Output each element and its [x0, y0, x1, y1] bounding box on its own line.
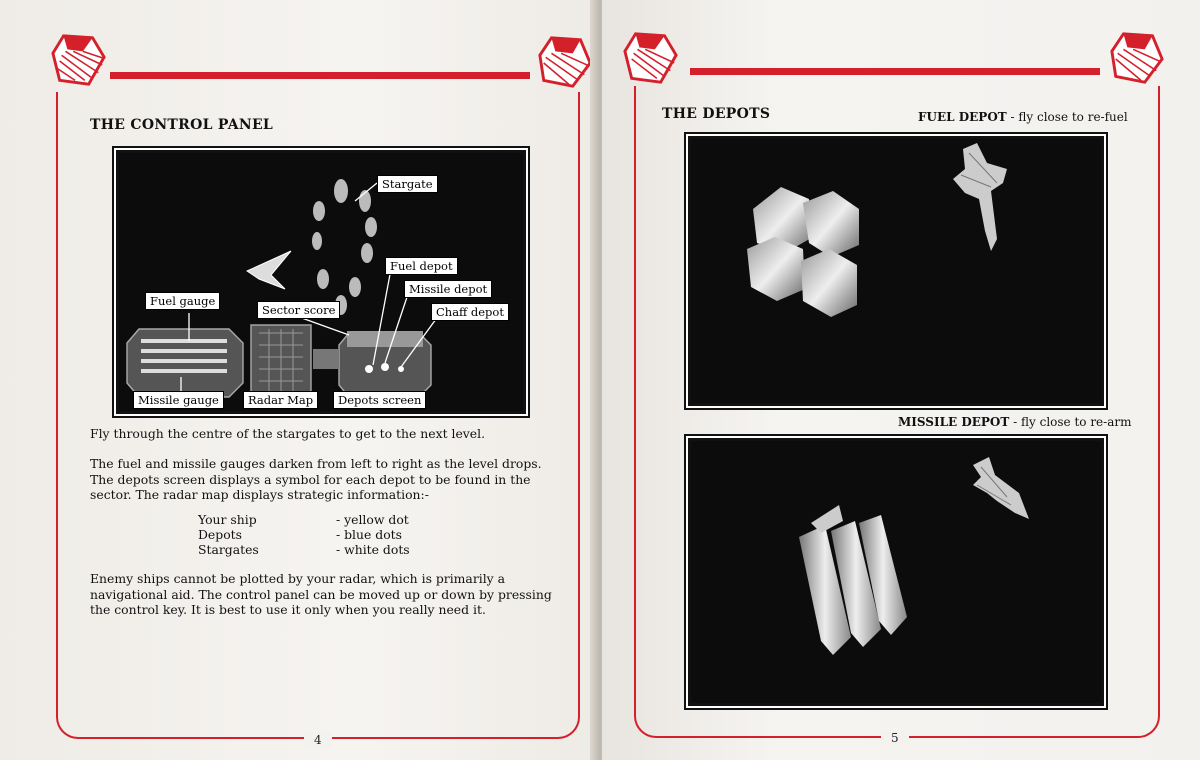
label-missile-gauge: Missile gauge: [133, 391, 224, 409]
right-page: [602, 0, 1200, 760]
page-title: THE DEPOTS: [662, 106, 771, 122]
control-panel-screenshot: [116, 150, 526, 414]
missile-depot-screenshot: [688, 438, 1104, 706]
legend-item: Stargates: [198, 542, 259, 557]
label-depots-screen: Depots screen: [333, 391, 426, 409]
gem-logo-icon: [622, 30, 680, 88]
page-number: 4: [304, 733, 332, 747]
page-number: 5: [881, 731, 909, 745]
page-title: THE CONTROL PANEL: [90, 117, 274, 133]
legend-item: Depots: [198, 527, 242, 542]
label-sector-score: Sector score: [257, 301, 340, 319]
right-page-top-bar: [690, 68, 1100, 75]
left-page: [0, 0, 598, 760]
label-radar-map: Radar Map: [243, 391, 318, 409]
fuel-depot-caption-text: - fly close to re-fuel: [1006, 110, 1128, 124]
paragraph-stargates: Fly through the centre of the stargates to get to the next level.: [90, 426, 486, 441]
paragraph-radar: Enemy ships cannot be plotted by your radar, which is primarily a navigational aid. The control panel can be moved up or down by pressing the control key. It is best to use it only when you really need it.: [90, 571, 552, 617]
fuel-depot-graphic: [691, 139, 1101, 403]
gem-logo-icon: [50, 32, 108, 90]
label-stargate: Stargate: [377, 175, 438, 193]
missile-depot-caption: [898, 415, 1131, 429]
legend-desc: - blue dots: [336, 527, 403, 542]
paragraph-gauges: The fuel and missile gauges darken from left to right as the level drops. The depots screen displays a symbol for each depot to be found in the sector. The radar map displays strategic information:-: [90, 456, 542, 502]
gem-logo-icon: [536, 34, 594, 92]
legend-desc: - yellow dot: [336, 512, 409, 527]
label-fuel-depot: Fuel depot: [385, 257, 458, 275]
missile-depot-caption-title: MISSILE DEPOT: [898, 415, 1010, 429]
legend-desc: - white dots: [336, 542, 410, 557]
fuel-depot-caption: [918, 110, 1128, 124]
fuel-depot-caption-title: FUEL DEPOT: [918, 110, 1007, 124]
fuel-depot-screenshot: [688, 136, 1104, 406]
missile-depot-graphic: [691, 441, 1101, 703]
missile-depot-caption-text: - fly close to re-arm: [1009, 415, 1132, 429]
label-missile-depot: Missile depot: [404, 280, 492, 298]
left-page-top-bar: [110, 72, 530, 79]
label-fuel-gauge: Fuel gauge: [145, 292, 220, 310]
legend-item: Your ship: [198, 512, 257, 527]
label-chaff-depot: Chaff depot: [431, 303, 509, 321]
gem-logo-icon: [1108, 30, 1166, 88]
